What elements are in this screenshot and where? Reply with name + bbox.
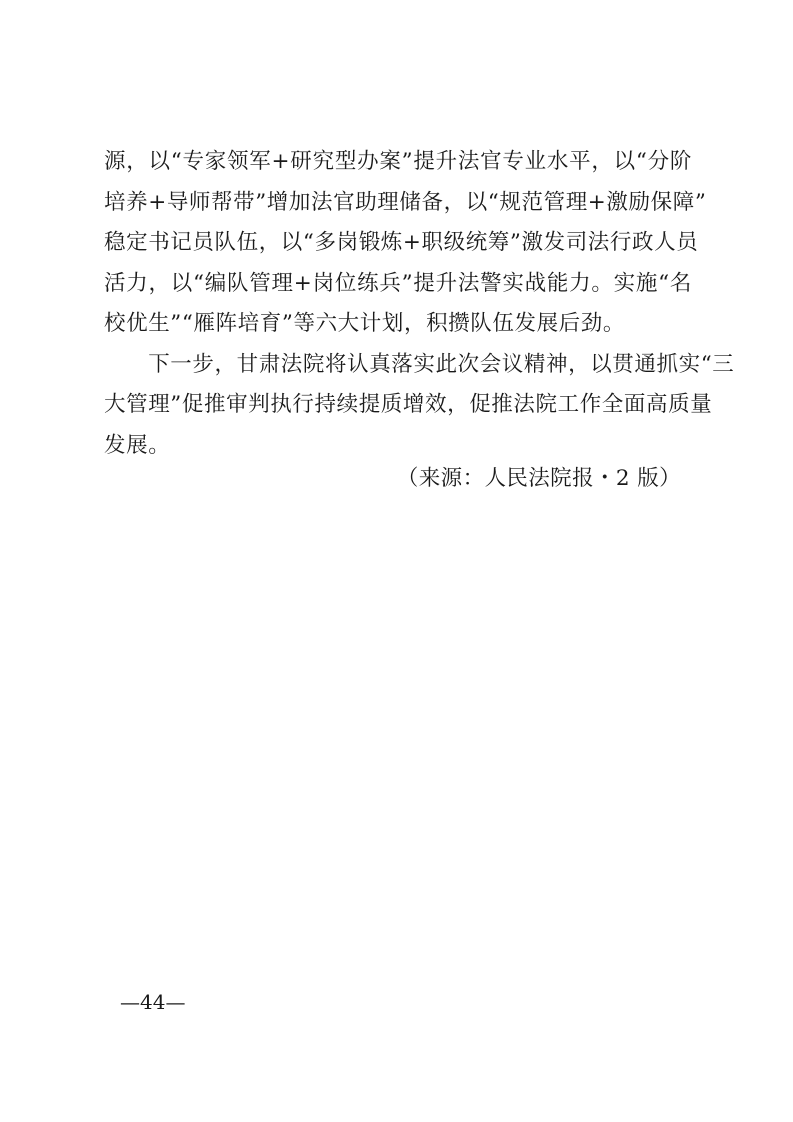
- paragraph-1-line: 源，以“专家领军+研究型办案”提升法官专业水平，以“分阶: [104, 149, 692, 174]
- article-body: [104, 142, 735, 466]
- paragraph-1-line: 稳定书记员队伍，以“多岗锻炼+职级统筹”激发司法行政人员: [104, 230, 699, 255]
- paragraph-2: [104, 345, 735, 467]
- paragraph-2-line: 下一步，甘肃法院将认真落实此次会议精神，以贯通抓实“三: [104, 351, 735, 377]
- paragraph-2-line: 发展。: [104, 432, 171, 458]
- page-number: —44—: [120, 990, 186, 1014]
- source-attribution: （来源：人民法院报・2 版）: [396, 466, 681, 491]
- paragraph-1-line: 培养+导师帮带”增加法官助理储备，以“规范管理+激励保障”: [104, 189, 707, 215]
- paragraph-1-line: 活力，以“编队管理+岗位练兵”提升法警实战能力。实施“名: [104, 270, 692, 296]
- paragraph-1-line: 校优生”“雁阵培育”等六大计划，积攒队伍发展后劲。: [104, 311, 625, 336]
- paragraph-2-line: 大管理”促推审判执行持续提质增效，促推法院工作全面高质量: [104, 392, 713, 417]
- paragraph-1: [104, 142, 707, 345]
